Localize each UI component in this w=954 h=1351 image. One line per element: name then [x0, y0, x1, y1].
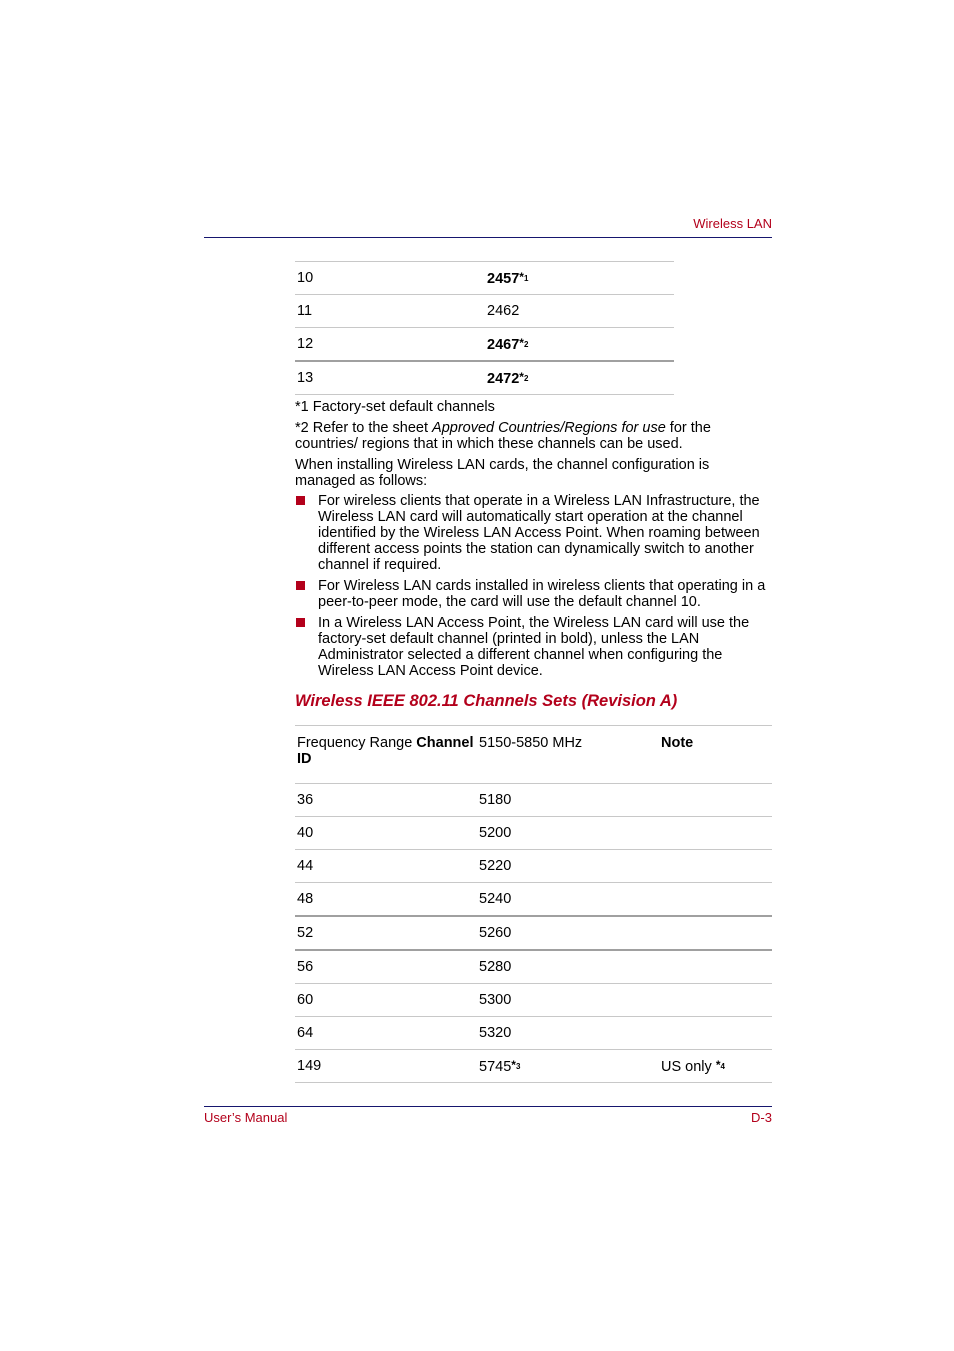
table-row	[295, 1017, 772, 1050]
footer-rule	[204, 1106, 772, 1107]
table-row	[295, 984, 772, 1017]
table-row	[295, 916, 772, 950]
table-row	[295, 262, 674, 295]
note-cell	[659, 950, 772, 984]
channel-id-cell: 52	[295, 916, 477, 950]
approved-countries-title: Approved Countries/Regions for use	[432, 420, 666, 436]
table-row	[295, 817, 772, 850]
note-cell: US only $^{*4}$	[659, 1050, 772, 1083]
footnotes-block	[295, 399, 773, 494]
header-rule	[204, 237, 772, 238]
table-row	[295, 295, 674, 328]
frequency-cell: 5200	[477, 817, 659, 850]
table-header-row	[295, 726, 772, 784]
channel-id-cell: 56	[295, 950, 477, 984]
frequency-cell: 2467$^{*2}$	[485, 328, 674, 362]
channel-id-cell: 48	[295, 883, 477, 917]
frequency-cell: 2457$^{*1}$	[485, 262, 674, 295]
note-cell	[659, 883, 772, 917]
channel-id-cell: 40	[295, 817, 477, 850]
channel-id-cell: 12	[295, 328, 485, 362]
header-note: Note	[659, 726, 772, 784]
bullet-list	[295, 493, 773, 684]
list-item	[295, 493, 773, 573]
table-row	[295, 883, 772, 917]
frequency-cell: 5220	[477, 850, 659, 883]
header-channel-id: Frequency Range Channel ID	[295, 726, 477, 784]
list-item	[295, 578, 773, 610]
bullet-text: In a Wireless LAN Access Point, the Wireless LAN card will use the factory-set default channel (printed in bold), unless the LAN Administrator selected a different channel when configuring the Wireless LAN Access Point device.	[318, 615, 750, 679]
table-row	[295, 850, 772, 883]
channel-id-cell: 149	[295, 1050, 477, 1083]
table-row	[295, 784, 772, 817]
frequency-cell: 5240	[477, 883, 659, 917]
footer-manual-title: User’s Manual	[204, 1110, 288, 1125]
frequency-cell: 5300	[477, 984, 659, 1017]
frequency-cell: 5320	[477, 1017, 659, 1050]
frequency-cell: 2462	[485, 295, 674, 328]
section-heading: Wireless IEEE 802.11 Channels Sets (Revision A)	[295, 692, 678, 710]
note-cell	[659, 850, 772, 883]
frequency-cell: 5180	[477, 784, 659, 817]
table-row	[295, 950, 772, 984]
frequency-cell: 2472$^{*2}$	[485, 361, 674, 395]
channel-id-cell: 36	[295, 784, 477, 817]
table-row	[295, 361, 674, 395]
note-cell	[659, 984, 772, 1017]
channel-id-cell: 44	[295, 850, 477, 883]
table-row	[295, 1050, 772, 1083]
header-frequency: 5150-5850 MHz	[477, 726, 659, 784]
footnote-1: *1 Factory-set default channels	[295, 399, 495, 415]
note-cell	[659, 817, 772, 850]
channel-id-cell: 10	[295, 262, 485, 295]
frequency-cell: 5745$^{*3}$	[477, 1050, 659, 1083]
footnote-2: *2 Refer to the sheet Approved Countries/Regions for use for the countries/ regions that in which these channels can be used.	[295, 420, 711, 452]
square-bullet-icon	[296, 496, 305, 505]
intro-paragraph: When installing Wireless LAN cards, the channel configuration is managed as follows:	[295, 457, 710, 489]
page-number: D-3	[751, 1110, 772, 1125]
square-bullet-icon	[296, 618, 305, 627]
table-row	[295, 328, 674, 362]
frequency-cell: 5260	[477, 916, 659, 950]
running-header-title: Wireless LAN	[693, 216, 772, 231]
bullet-text: For wireless clients that operate in a Wireless LAN Infrastructure, the Wireless LAN card will automatically start operation at the channel identified by the Wireless LAN Access Point. When roaming between different access points the station can dynamically switch to another channel if required.	[318, 493, 760, 573]
note-cell	[659, 1017, 772, 1050]
channel-id-cell: 13	[295, 361, 485, 395]
frequency-cell: 5280	[477, 950, 659, 984]
channel-id-cell: 11	[295, 295, 485, 328]
list-item	[295, 615, 773, 679]
bullet-text: For Wireless LAN cards installed in wireless clients that operating in a peer-to-peer mode, the card will use the default channel 10.	[318, 578, 766, 610]
channel-id-cell: 64	[295, 1017, 477, 1050]
channel-table-bg	[295, 261, 674, 395]
revision-a-channel-table	[295, 725, 772, 1083]
channel-id-cell: 60	[295, 984, 477, 1017]
square-bullet-icon	[296, 581, 305, 590]
note-cell	[659, 916, 772, 950]
note-cell	[659, 784, 772, 817]
